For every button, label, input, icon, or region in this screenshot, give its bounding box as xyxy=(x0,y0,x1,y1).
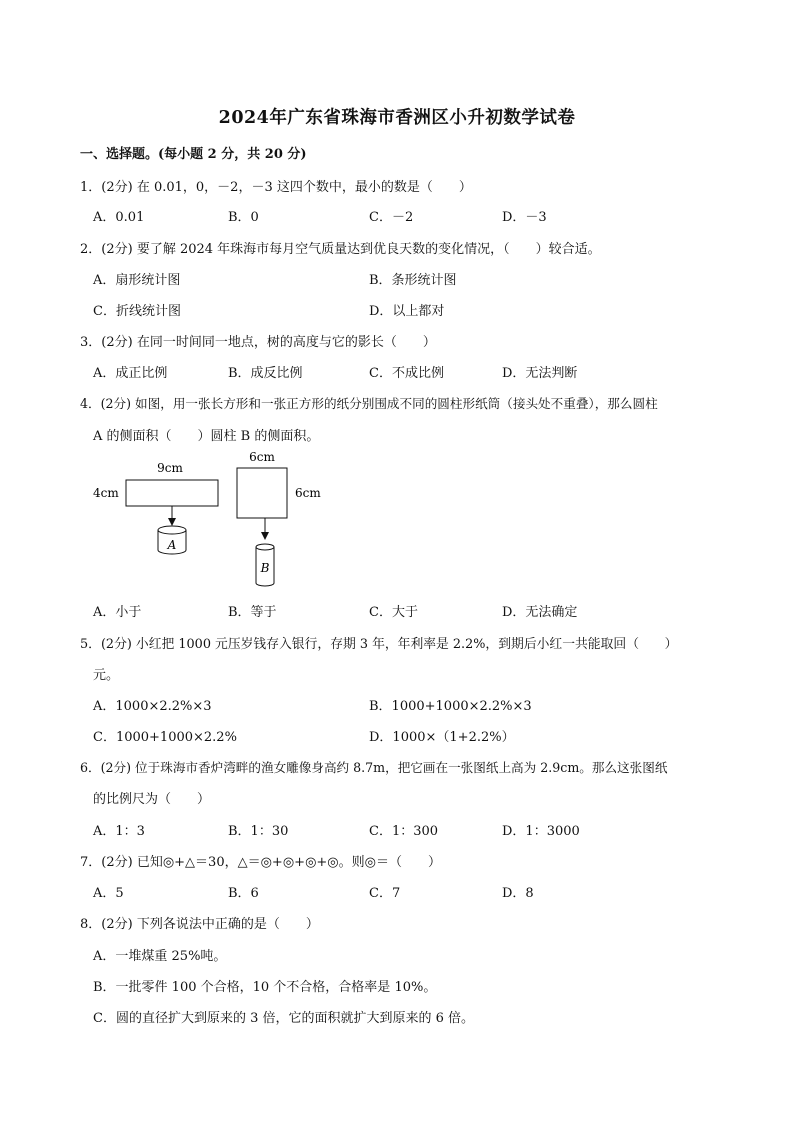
q7-option-d: D．8 xyxy=(502,886,534,901)
q1-option-b: B．0 xyxy=(228,210,259,225)
q7-option-b: B．6 xyxy=(228,886,259,901)
q4-option-c: C．大于 xyxy=(369,605,418,620)
q3-option-d: D．无法判断 xyxy=(502,366,578,381)
rectangle-paper xyxy=(126,480,218,506)
q2-option-b: B．条形统计图 xyxy=(369,273,457,288)
q4-option-a: A．小于 xyxy=(93,605,142,620)
q1-option-a: A．0.01 xyxy=(93,210,145,225)
q3-option-b: B．成反比例 xyxy=(228,366,303,381)
cylinder-a-label: A xyxy=(167,538,177,552)
square-side-label: 6cm xyxy=(295,486,321,500)
q3-option-c: C．不成比例 xyxy=(369,366,444,381)
q6-option-c: C．1：300 xyxy=(369,824,439,839)
square-paper xyxy=(237,468,287,518)
q7-option-a: A．5 xyxy=(93,886,124,901)
q5-option-c: C．1000+1000×2.2% xyxy=(93,730,237,745)
exam-title: 2024年广东省珠海市香洲区小升初数学试卷 xyxy=(218,108,576,128)
question-5-line-2: 元。 xyxy=(93,668,120,683)
q7-option-c: C．7 xyxy=(369,886,401,901)
q1-option-c: C．－2 xyxy=(369,210,414,225)
rect-width-label: 9cm xyxy=(157,461,183,475)
question-8: 8．(2分) 下列各说法中正确的是（ ） xyxy=(80,917,319,932)
question-6-line-2: 的比例尺为（ ） xyxy=(93,792,211,807)
question-3: 3．(2分) 在同一时间同一地点，树的高度与它的影长（ ） xyxy=(80,335,436,350)
question-7: 7．(2分) 已知◎+△＝30，△＝◎+◎+◎+◎。则◎＝（ ） xyxy=(80,855,441,870)
question-4-line-2: A 的侧面积（ ）圆柱 B 的侧面积。 xyxy=(93,429,320,444)
cylinder-b-label: B xyxy=(260,561,270,575)
section-heading: 一、选择题。(每小题 2 分，共 20 分) xyxy=(80,147,307,162)
q8-option-b: B．一批零件 100 个合格，10 个不合格，合格率是 10%。 xyxy=(93,980,437,995)
q2-option-c: C．折线统计图 xyxy=(93,304,181,319)
question-6-line-1: 6．(2分) 位于珠海市香炉湾畔的渔女雕像身高约 8.7m，把它画在一张图纸上高为 2.9cm。那么这张图纸 xyxy=(80,760,668,775)
rect-height-label: 4cm xyxy=(93,486,119,500)
q4-option-b: B．等于 xyxy=(228,605,277,620)
q2-option-a: A．扇形统计图 xyxy=(93,273,181,288)
q4-option-d: D．无法确定 xyxy=(502,605,578,620)
q2-option-d: D．以上都对 xyxy=(369,304,445,319)
q3-option-a: A．成正比例 xyxy=(93,366,168,381)
q1-option-d: D．－3 xyxy=(502,210,547,225)
question-4-line-1: 4．(2分) 如图，用一张长方形和一张正方形的纸分别围成不同的圆柱形纸筒（接头处不重叠），那么圆柱 xyxy=(80,396,658,411)
q5-option-b: B．1000+1000×2.2%×3 xyxy=(369,699,532,714)
q5-option-a: A．1000×2.2%×3 xyxy=(93,699,212,714)
question-1: 1．(2分) 在 0.01，0，－2，－3 这四个数中，最小的数是（ ） xyxy=(80,180,472,195)
question-2: 2．(2分) 要了解 2024 年珠海市每月空气质量达到优良天数的变化情况，（ ）较合适。 xyxy=(80,242,601,257)
q8-option-c: C．圆的直径扩大到原来的 3 倍，它的面积就扩大到原来的 6 倍。 xyxy=(93,1011,475,1026)
cylinder-diagram xyxy=(90,446,350,600)
q6-option-d: D．1：3000 xyxy=(502,824,580,839)
question-5-line-1: 5．(2分) 小红把 1000 元压岁钱存入银行，存期 3 年，年利率是 2.2%，到期后小红一共能取回（ ） xyxy=(80,637,678,652)
square-top-label: 6cm xyxy=(249,450,275,464)
q6-option-a: A．1：3 xyxy=(93,824,145,839)
q6-option-b: B．1：30 xyxy=(228,824,289,839)
q5-option-d: D．1000×（1+2.2%） xyxy=(369,730,515,745)
q8-option-a: A．一堆煤重 25%吨。 xyxy=(93,949,227,964)
